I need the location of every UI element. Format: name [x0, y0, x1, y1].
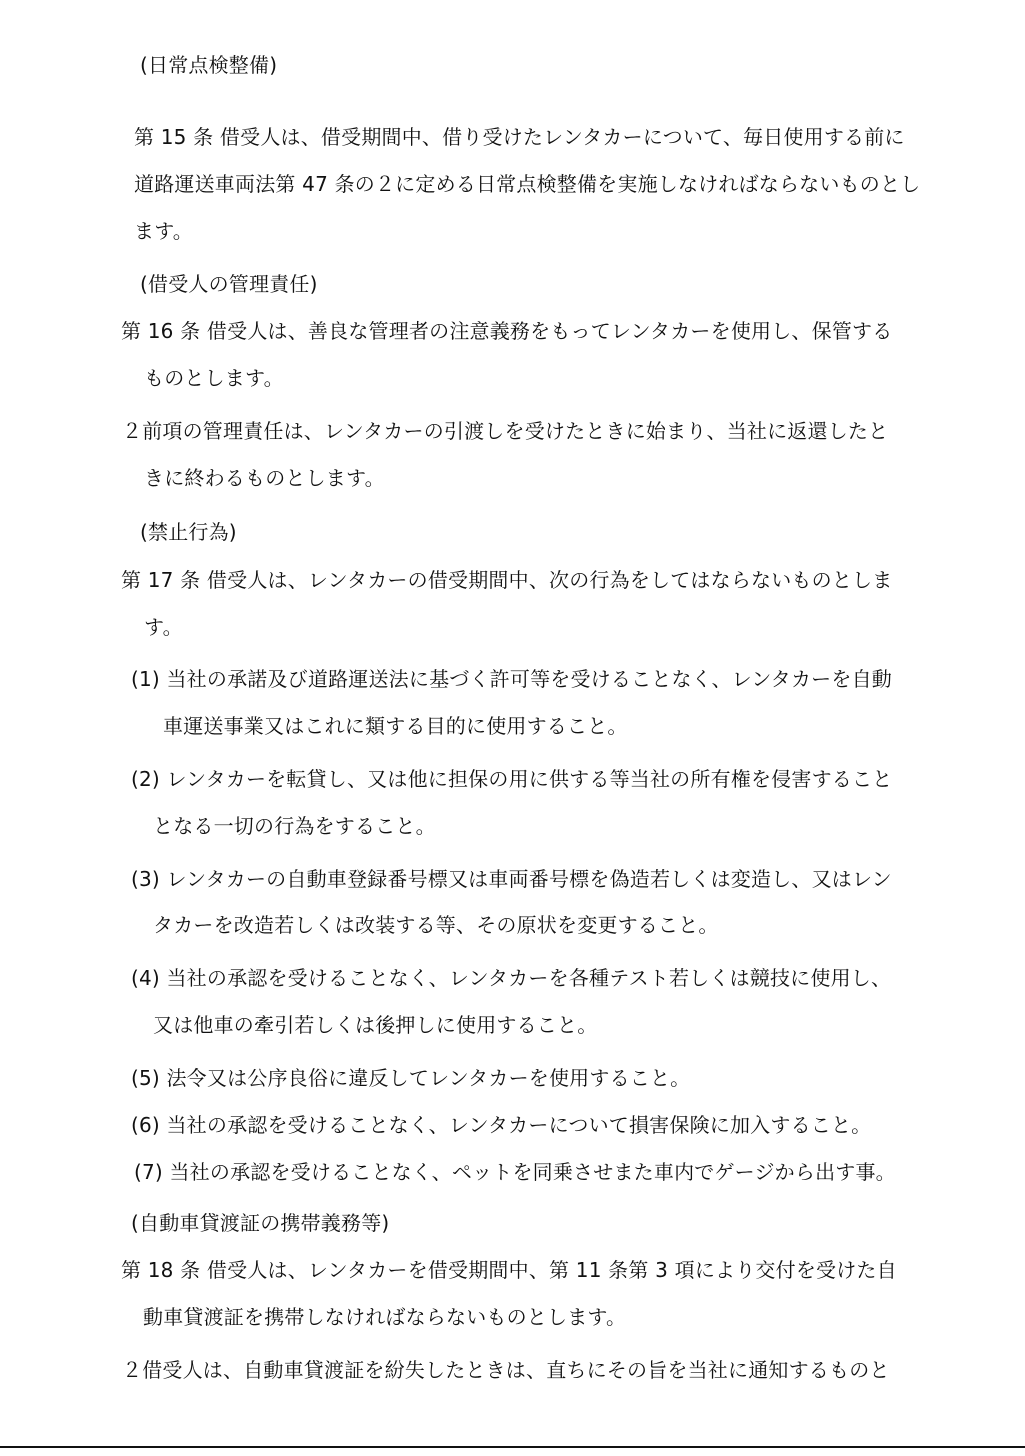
article-17-item-1-line-1: (1) 当社の承諾及び道路運送法に基づく許可等を受けることなく、レンタカーを自動: [131, 667, 892, 691]
article-15-line-2: 道路運送車両法第 47 条の２に定める日常点検整備を実施しなければならないものとし: [134, 172, 921, 196]
article-15-line-1: 第 15 条 借受人は、借受期間中、借り受けたレンタカーについて、毎日使用する前に: [134, 125, 905, 149]
article-17-item-2-line-1: (2) レンタカーを転貸し、又は他に担保の用に供する等当社の所有権を侵害すること: [131, 767, 893, 791]
article-17-item-3-line-1: (3) レンタカーの自動車登録番号標又は車両番号標を偽造若しくは変造し、又はレン: [131, 867, 892, 891]
section-heading-prohibited: (禁止行為): [140, 520, 237, 544]
article-18-paragraph-2-line-1: ２借受人は、自動車貸渡証を紛失したときは、直ちにその旨を当社に通知するものと: [122, 1358, 890, 1382]
article-17-item-7: (7) 当社の承認を受けることなく、ペットを同乗させまた車内でゲージから出す事。: [134, 1160, 896, 1184]
page-bottom-divider: [0, 1446, 1025, 1448]
article-17-line-2: す。: [144, 615, 183, 639]
article-17-item-1-line-2: 車運送事業又はこれに類する目的に使用すること。: [163, 714, 628, 738]
article-17-item-2-line-2: となる一切の行為をすること。: [153, 814, 436, 838]
article-16-paragraph-2-line-2: きに終わるものとします。: [144, 466, 385, 490]
article-18-line-2: 動車貸渡証を携帯しなければならないものとします。: [143, 1305, 627, 1329]
section-heading-daily-inspection: (日常点検整備): [140, 53, 278, 77]
section-heading-management: (借受人の管理責任): [140, 272, 318, 296]
section-heading-certificate: (自動車貸渡証の携帯義務等): [131, 1211, 390, 1235]
article-16-paragraph-2-line-1: ２前項の管理責任は、レンタカーの引渡しを受けたときに始まり、当社に返還したと: [122, 419, 889, 443]
article-16-line-1: 第 16 条 借受人は、善良な管理者の注意義務をもってレンタカーを使用し、保管する: [121, 319, 893, 343]
article-17-item-4-line-1: (4) 当社の承認を受けることなく、レンタカーを各種テスト若しくは競技に使用し、: [131, 966, 892, 990]
article-17-line-1: 第 17 条 借受人は、レンタカーの借受期間中、次の行為をしてはならないものとしま: [121, 568, 893, 592]
article-15-line-3: ます。: [134, 219, 193, 243]
article-17-item-3-line-2: タカーを改造若しくは改装する等、その原状を変更すること。: [153, 913, 719, 937]
article-18-line-1: 第 18 条 借受人は、レンタカーを借受期間中、第 11 条第 3 項により交付を受けた自: [121, 1258, 897, 1282]
article-17-item-5: (5) 法令又は公序良俗に違反してレンタカーを使用すること。: [131, 1066, 691, 1090]
article-16-line-2: ものとします。: [144, 366, 284, 390]
article-17-item-6: (6) 当社の承認を受けることなく、レンタカーについて損害保険に加入すること。: [131, 1113, 872, 1137]
article-17-item-4-line-2: 又は他車の牽引若しくは後押しに使用すること。: [153, 1013, 598, 1037]
